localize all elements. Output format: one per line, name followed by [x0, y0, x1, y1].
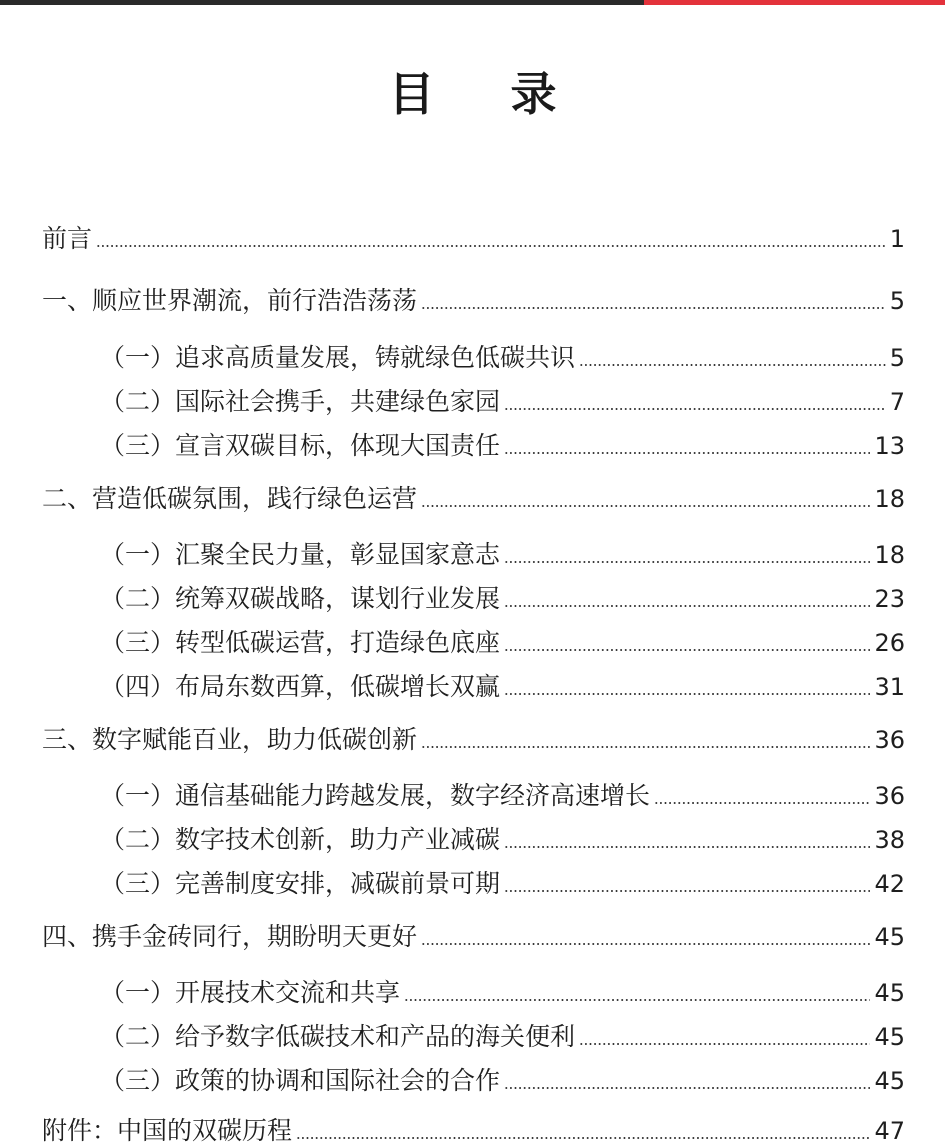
- toc-entry-page-number: 18: [874, 541, 905, 569]
- toc-entry[interactable]: [100, 867, 905, 901]
- toc-entry[interactable]: [100, 976, 905, 1010]
- dot-leader: [504, 452, 870, 454]
- dot-leader: [579, 364, 886, 366]
- toc-entry[interactable]: [100, 1020, 905, 1054]
- toc-entry[interactable]: [42, 723, 905, 757]
- toc-entry-page-number: 26: [874, 629, 905, 657]
- toc-entry[interactable]: [100, 779, 905, 813]
- dot-leader: [504, 1087, 870, 1089]
- toc-entry[interactable]: [100, 1064, 905, 1098]
- toc-entry-page-number: 18: [874, 485, 905, 513]
- toc-entry[interactable]: [42, 482, 905, 516]
- toc-entry-label: （三）完善制度安排，减碳前景可期: [100, 869, 501, 898]
- toc-entry-page-number: 45: [874, 979, 905, 1007]
- toc-entry-page-number: 45: [874, 1023, 905, 1051]
- dot-leader: [504, 561, 870, 563]
- dot-leader: [504, 649, 870, 651]
- toc-entry-page-number: 36: [874, 726, 905, 754]
- toc-entry-label: 四、携手金砖同行，期盼明天更好: [42, 922, 418, 951]
- toc-entry[interactable]: [42, 284, 905, 318]
- toc-entry[interactable]: [100, 429, 905, 463]
- dot-leader: [296, 1137, 870, 1139]
- page-title: 目 录: [388, 67, 587, 121]
- toc-entry[interactable]: [42, 222, 905, 256]
- toc-entry-label: （二）给予数字低碳技术和产品的海关便利: [100, 1022, 576, 1051]
- toc-entry-label: 前言: [42, 224, 93, 253]
- toc-entry-label: （二）数字技术创新，助力产业减碳: [100, 825, 501, 854]
- toc-entry-page-number: 38: [874, 826, 905, 854]
- toc-entry-page-number: 31: [874, 673, 905, 701]
- toc-entry[interactable]: [42, 1114, 905, 1148]
- toc-entry[interactable]: [100, 341, 905, 375]
- toc-entry-page-number: 42: [874, 870, 905, 898]
- dot-leader: [96, 245, 886, 247]
- toc-entry[interactable]: [42, 920, 905, 954]
- dot-leader: [504, 890, 870, 892]
- toc-entry-label: （二）国际社会携手，共建绿色家园: [100, 387, 501, 416]
- dot-leader: [504, 408, 886, 410]
- toc-entry[interactable]: [100, 538, 905, 572]
- toc-entry-label: （三）宣言双碳目标，体现大国责任: [100, 431, 501, 460]
- toc-entry-label: 二、营造低碳氛围，践行绿色运营: [42, 484, 418, 513]
- dot-leader: [421, 307, 886, 309]
- toc-entry-label: （二）统筹双碳战略，谋划行业发展: [100, 584, 501, 613]
- toc-entry-label: （一）开展技术交流和共享: [100, 978, 401, 1007]
- dot-leader: [504, 693, 870, 695]
- toc-entry-label: （一）追求高质量发展，铸就绿色低碳共识: [100, 343, 576, 372]
- toc-entry-label: 一、顺应世界潮流，前行浩浩荡荡: [42, 286, 418, 315]
- toc-entry-label: （四）布局东数西算，低碳增长双赢: [100, 672, 501, 701]
- toc-entry-page-number: 36: [874, 782, 905, 810]
- dot-leader: [421, 746, 870, 748]
- toc-entry-page-number: 47: [874, 1117, 905, 1145]
- toc-entry[interactable]: [100, 823, 905, 857]
- toc-entry-label: 三、数字赋能百业，助力低碳创新: [42, 725, 418, 754]
- dot-leader: [421, 943, 870, 945]
- dot-leader: [504, 846, 870, 848]
- dot-leader: [421, 505, 870, 507]
- toc-entry[interactable]: [100, 670, 905, 704]
- toc-entry-page-number: 23: [874, 585, 905, 613]
- dot-leader: [404, 999, 870, 1001]
- dot-leader: [579, 1043, 870, 1045]
- toc-entry-page-number: 5: [889, 344, 905, 372]
- toc-entry-page-number: 13: [874, 432, 905, 460]
- toc-entry-page-number: 7: [889, 388, 905, 416]
- toc-entry-label: （一）通信基础能力跨越发展，数字经济高速增长: [100, 781, 651, 810]
- toc-entry-page-number: 5: [889, 287, 905, 315]
- toc-entry-label: （一）汇聚全民力量，彰显国家意志: [100, 540, 501, 569]
- dot-leader: [504, 605, 870, 607]
- toc-entry-page-number: 45: [874, 923, 905, 951]
- toc-entry[interactable]: [100, 385, 905, 419]
- toc-entry-page-number: 1: [889, 225, 905, 253]
- toc-entry-label: （三）转型低碳运营，打造绿色底座: [100, 628, 501, 657]
- toc-entry-label: （三）政策的协调和国际社会的合作: [100, 1066, 501, 1095]
- toc-entry-page-number: 45: [874, 1067, 905, 1095]
- toc-entry[interactable]: [100, 582, 905, 616]
- toc-entry-label: 附件：中国的双碳历程: [42, 1116, 293, 1145]
- toc-entry[interactable]: [100, 626, 905, 660]
- dot-leader: [654, 802, 870, 804]
